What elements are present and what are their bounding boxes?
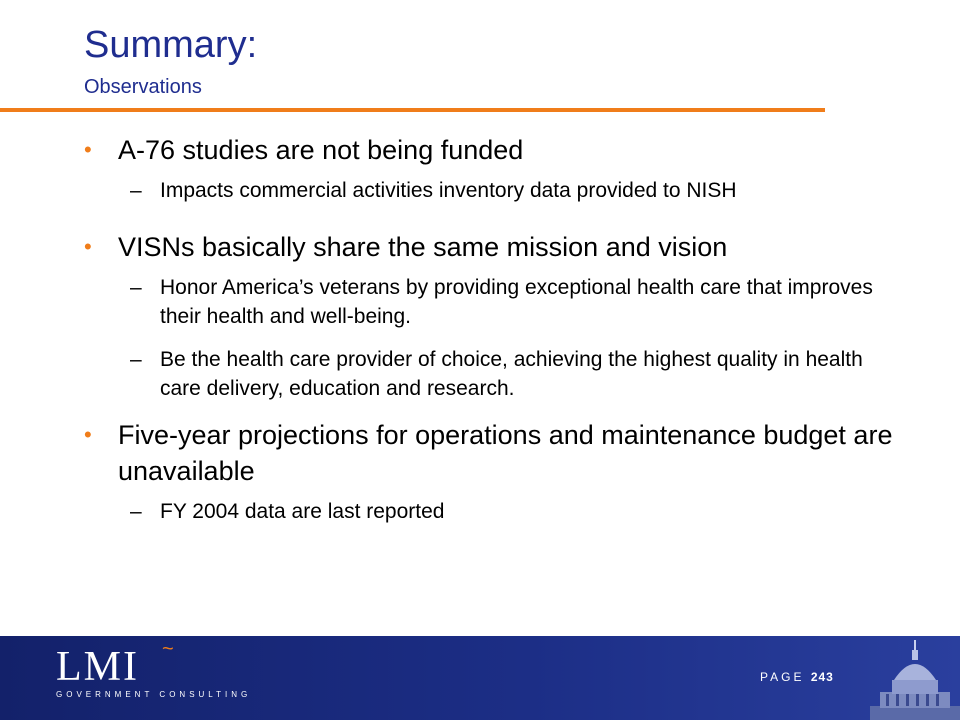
bullet-text: Five-year projections for operations and maintenance budget are unavailable bbox=[118, 420, 893, 486]
sub-bullet-item bbox=[84, 345, 904, 403]
sub-bullet-text: Honor America’s veterans by providing exceptional health care that improves their health and well-being. bbox=[160, 276, 873, 328]
bullet-item bbox=[84, 132, 904, 168]
sub-bullet-text: FY 2004 data are last reported bbox=[160, 500, 445, 523]
bullet-text: VISNs basically share the same mission and vision bbox=[118, 232, 728, 262]
page-indicator bbox=[760, 670, 834, 684]
footer-bar bbox=[0, 636, 960, 720]
bullet-icon: • bbox=[84, 234, 92, 259]
dash-icon: – bbox=[130, 348, 142, 371]
logo-tagline: GOVERNMENT CONSULTING bbox=[56, 690, 252, 699]
sub-bullet-item bbox=[84, 273, 904, 331]
logo-mark: LMI bbox=[56, 644, 139, 690]
page-number: 243 bbox=[810, 670, 834, 684]
bullet-item bbox=[84, 417, 904, 489]
bullet-item bbox=[84, 229, 904, 265]
capitol-dome-icon bbox=[870, 636, 960, 720]
slide-title: Summary: bbox=[84, 24, 258, 66]
lmi-logo bbox=[56, 638, 252, 699]
bullet-icon: • bbox=[84, 422, 92, 447]
dash-icon: – bbox=[130, 179, 142, 202]
title-divider bbox=[0, 108, 825, 112]
sub-bullet-item bbox=[84, 497, 904, 526]
slide-content bbox=[84, 132, 904, 540]
bullet-text: A-76 studies are not being funded bbox=[118, 135, 524, 165]
sub-bullet-item bbox=[84, 176, 904, 205]
bullet-icon: • bbox=[84, 137, 92, 162]
sub-bullet-text: Be the health care provider of choice, achieving the highest quality in health care delivery, education and research. bbox=[160, 348, 863, 400]
dash-icon: – bbox=[130, 500, 142, 523]
logo-tilde-icon: ~ bbox=[162, 638, 174, 660]
page-label: PAGE bbox=[760, 670, 805, 684]
slide-subtitle: Observations bbox=[84, 76, 202, 98]
sub-bullet-text: Impacts commercial activities inventory data provided to NISH bbox=[160, 179, 737, 202]
dash-icon: – bbox=[130, 276, 142, 299]
